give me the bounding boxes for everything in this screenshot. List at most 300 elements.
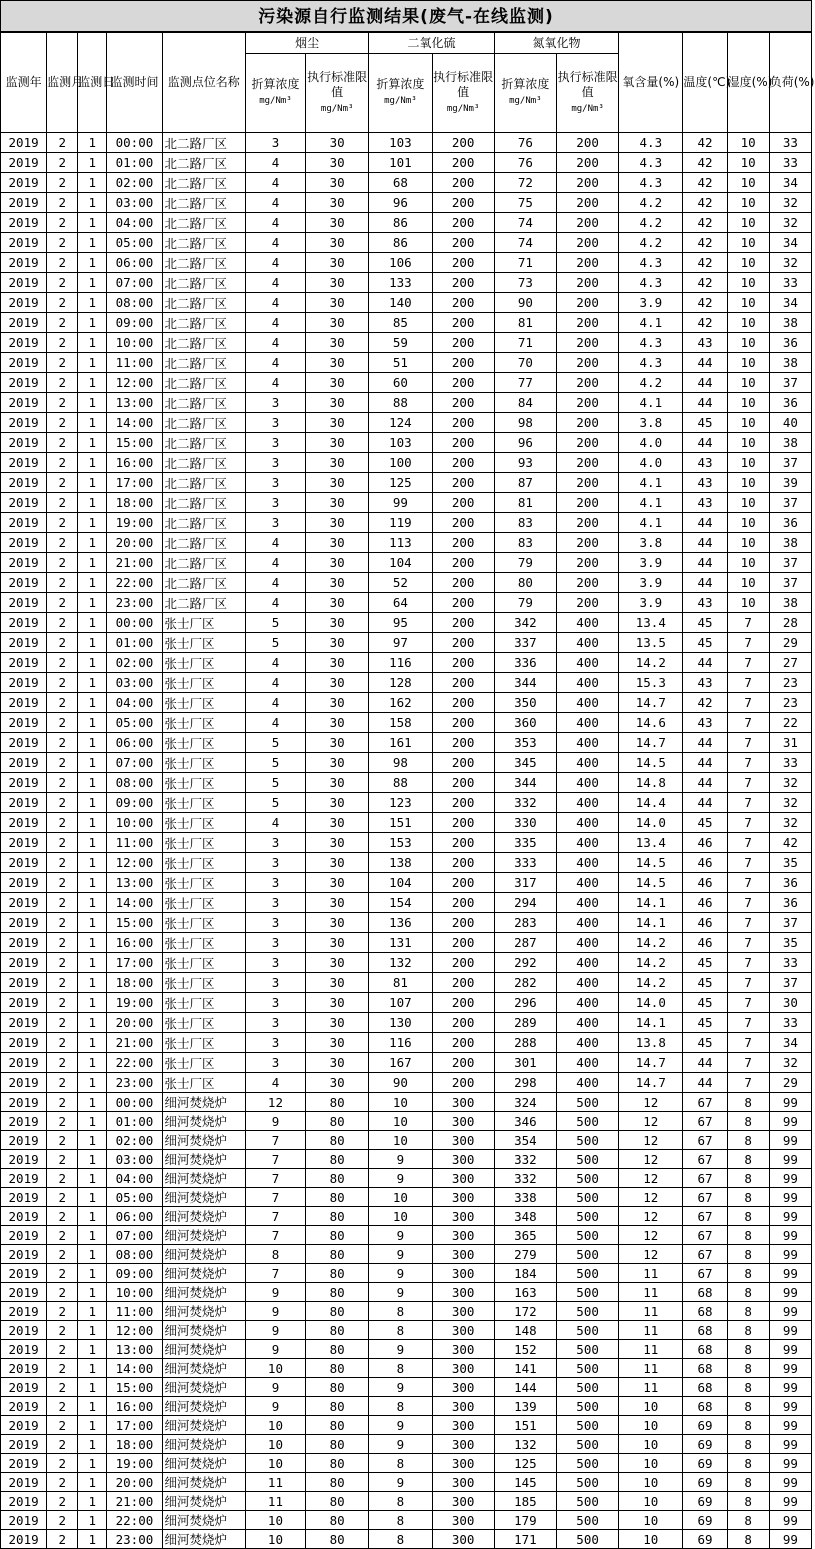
cell-location: 北二路厂区: [162, 353, 245, 373]
cell-so2-conc: 86: [369, 213, 432, 233]
cell-load: 99: [769, 1150, 811, 1169]
cell-dust-limit: 30: [306, 653, 369, 673]
cell-humidity: 10: [727, 573, 769, 593]
cell-location: 细河焚烧炉: [162, 1264, 245, 1283]
cell-temp: 45: [683, 1033, 727, 1053]
cell-location: 北二路厂区: [162, 253, 245, 273]
cell-dust-limit: 30: [306, 913, 369, 933]
cell-day: 1: [78, 273, 107, 293]
cell-day: 1: [78, 1053, 107, 1073]
cell-nox-conc: 301: [494, 1053, 556, 1073]
cell-day: 1: [78, 1416, 107, 1435]
cell-temp: 46: [683, 833, 727, 853]
cell-o2: 11: [619, 1283, 683, 1302]
cell-load: 37: [769, 573, 811, 593]
cell-location: 张士厂区: [162, 893, 245, 913]
cell-nox-limit: 400: [556, 973, 618, 993]
cell-temp: 67: [683, 1226, 727, 1245]
cell-so2-conc: 9: [369, 1416, 432, 1435]
cell-dust-conc: 10: [245, 1511, 305, 1530]
conc-label: 折算浓度: [251, 77, 300, 91]
cell-day: 1: [78, 653, 107, 673]
cell-load: 99: [769, 1435, 811, 1454]
cell-nox-limit: 400: [556, 1053, 618, 1073]
cell-day: 1: [78, 233, 107, 253]
table-row: [1, 993, 812, 1013]
cell-dust-conc: 4: [245, 813, 305, 833]
cell-location: 张士厂区: [162, 833, 245, 853]
cell-load: 33: [769, 953, 811, 973]
cell-month: 2: [47, 913, 78, 933]
cell-year: 2019: [1, 373, 47, 393]
cell-nox-limit: 200: [556, 453, 618, 473]
cell-nox-conc: 292: [494, 953, 556, 973]
cell-temp: 68: [683, 1283, 727, 1302]
cell-nox-limit: 200: [556, 213, 618, 233]
cell-o2: 11: [619, 1340, 683, 1359]
cell-location: 细河焚烧炉: [162, 1283, 245, 1302]
cell-location: 张士厂区: [162, 953, 245, 973]
cell-temp: 67: [683, 1150, 727, 1169]
cell-day: 1: [78, 513, 107, 533]
cell-dust-conc: 11: [245, 1492, 305, 1511]
cell-nox-conc: 344: [494, 773, 556, 793]
cell-humidity: 7: [727, 613, 769, 633]
cell-so2-limit: 200: [432, 413, 494, 433]
col-load-header: 负荷(%): [769, 33, 811, 133]
cell-dust-limit: 30: [306, 853, 369, 873]
cell-temp: 69: [683, 1416, 727, 1435]
cell-so2-conc: 10: [369, 1131, 432, 1150]
cell-time: 02:00: [107, 653, 162, 673]
table-row: [1, 353, 812, 373]
cell-year: 2019: [1, 1473, 47, 1492]
cell-so2-conc: 98: [369, 753, 432, 773]
cell-humidity: 10: [727, 193, 769, 213]
cell-temp: 45: [683, 413, 727, 433]
cell-o2: 14.5: [619, 753, 683, 773]
cell-so2-conc: 123: [369, 793, 432, 813]
cell-dust-conc: 4: [245, 293, 305, 313]
cell-humidity: 10: [727, 153, 769, 173]
cell-o2: 14.2: [619, 933, 683, 953]
cell-location: 张士厂区: [162, 1013, 245, 1033]
cell-day: 1: [78, 193, 107, 213]
table-row: [1, 173, 812, 193]
table-header: [1, 33, 815, 133]
cell-year: 2019: [1, 813, 47, 833]
cell-nox-limit: 400: [556, 873, 618, 893]
cell-o2: 3.9: [619, 293, 683, 313]
cell-so2-conc: 8: [369, 1359, 432, 1378]
cell-nox-limit: 200: [556, 493, 618, 513]
cell-load: 30: [769, 993, 811, 1013]
cell-nox-conc: 96: [494, 433, 556, 453]
cell-temp: 46: [683, 893, 727, 913]
cell-so2-limit: 200: [432, 393, 494, 413]
cell-dust-conc: 5: [245, 633, 305, 653]
cell-month: 2: [47, 1283, 78, 1302]
cell-time: 07:00: [107, 1226, 162, 1245]
cell-dust-conc: 12: [245, 1093, 305, 1112]
cell-day: 1: [78, 773, 107, 793]
cell-load: 99: [769, 1492, 811, 1511]
cell-month: 2: [47, 1397, 78, 1416]
cell-dust-limit: 80: [306, 1131, 369, 1150]
cell-dust-limit: 80: [306, 1188, 369, 1207]
cell-temp: 43: [683, 673, 727, 693]
cell-o2: 4.1: [619, 513, 683, 533]
cell-load: 42: [769, 833, 811, 853]
cell-so2-conc: 132: [369, 953, 432, 973]
cell-day: 1: [78, 1264, 107, 1283]
table-row: [1, 1207, 812, 1226]
cell-nox-limit: 200: [556, 393, 618, 413]
cell-year: 2019: [1, 453, 47, 473]
table-row: [1, 333, 812, 353]
cell-nox-limit: 400: [556, 713, 618, 733]
cell-so2-limit: 300: [432, 1302, 494, 1321]
cell-temp: 67: [683, 1112, 727, 1131]
cell-location: 张士厂区: [162, 1053, 245, 1073]
cell-year: 2019: [1, 1169, 47, 1188]
cell-year: 2019: [1, 793, 47, 813]
cell-nox-limit: 400: [556, 753, 618, 773]
table-row: [1, 1492, 812, 1511]
cell-location: 北二路厂区: [162, 313, 245, 333]
cell-so2-conc: 64: [369, 593, 432, 613]
cell-so2-limit: 300: [432, 1454, 494, 1473]
cell-dust-limit: 30: [306, 873, 369, 893]
cell-nox-limit: 400: [556, 653, 618, 673]
cell-location: 张士厂区: [162, 933, 245, 953]
cell-humidity: 8: [727, 1169, 769, 1188]
table-row: [1, 1188, 812, 1207]
cell-o2: 14.7: [619, 733, 683, 753]
cell-time: 01:00: [107, 633, 162, 653]
cell-so2-limit: 200: [432, 293, 494, 313]
cell-month: 2: [47, 333, 78, 353]
cell-time: 12:00: [107, 1321, 162, 1340]
cell-humidity: 8: [727, 1150, 769, 1169]
cell-dust-conc: 3: [245, 833, 305, 853]
cell-so2-conc: 97: [369, 633, 432, 653]
cell-time: 15:00: [107, 1378, 162, 1397]
col-nox-limit-header: [556, 54, 618, 133]
cell-location: 北二路厂区: [162, 233, 245, 253]
cell-o2: 10: [619, 1473, 683, 1492]
cell-dust-conc: 3: [245, 973, 305, 993]
cell-nox-limit: 500: [556, 1169, 618, 1188]
cell-o2: 12: [619, 1150, 683, 1169]
cell-dust-limit: 30: [306, 1013, 369, 1033]
cell-so2-conc: 131: [369, 933, 432, 953]
cell-load: 40: [769, 413, 811, 433]
cell-dust-limit: 30: [306, 473, 369, 493]
cell-dust-limit: 80: [306, 1321, 369, 1340]
cell-dust-conc: 7: [245, 1169, 305, 1188]
cell-load: 99: [769, 1169, 811, 1188]
cell-nox-limit: 500: [556, 1378, 618, 1397]
cell-o2: 14.1: [619, 893, 683, 913]
cell-so2-conc: 96: [369, 193, 432, 213]
cell-dust-limit: 30: [306, 993, 369, 1013]
cell-location: 细河焚烧炉: [162, 1169, 245, 1188]
cell-dust-limit: 30: [306, 153, 369, 173]
cell-day: 1: [78, 613, 107, 633]
cell-temp: 69: [683, 1530, 727, 1549]
cell-humidity: 7: [727, 973, 769, 993]
cell-day: 1: [78, 373, 107, 393]
cell-dust-conc: 9: [245, 1378, 305, 1397]
cell-location: 细河焚烧炉: [162, 1473, 245, 1492]
cell-temp: 67: [683, 1169, 727, 1188]
cell-so2-limit: 300: [432, 1283, 494, 1302]
cell-nox-limit: 200: [556, 573, 618, 593]
cell-time: 23:00: [107, 593, 162, 613]
table-row: [1, 633, 812, 653]
cell-o2: 14.7: [619, 693, 683, 713]
cell-dust-limit: 80: [306, 1226, 369, 1245]
cell-o2: 4.3: [619, 273, 683, 293]
cell-time: 15:00: [107, 913, 162, 933]
cell-day: 1: [78, 1378, 107, 1397]
cell-location: 细河焚烧炉: [162, 1530, 245, 1549]
cell-nox-limit: 200: [556, 473, 618, 493]
cell-dust-conc: 3: [245, 433, 305, 453]
cell-dust-limit: 80: [306, 1169, 369, 1188]
cell-so2-conc: 151: [369, 813, 432, 833]
cell-humidity: 7: [727, 993, 769, 1013]
cell-year: 2019: [1, 1359, 47, 1378]
cell-dust-limit: 80: [306, 1435, 369, 1454]
cell-dust-conc: 10: [245, 1454, 305, 1473]
cell-o2: 4.3: [619, 173, 683, 193]
cell-day: 1: [78, 1033, 107, 1053]
cell-month: 2: [47, 153, 78, 173]
table-row: [1, 673, 812, 693]
cell-temp: 67: [683, 1188, 727, 1207]
cell-so2-limit: 300: [432, 1416, 494, 1435]
table-row: [1, 1340, 812, 1359]
cell-time: 11:00: [107, 1302, 162, 1321]
cell-time: 08:00: [107, 1245, 162, 1264]
cell-dust-conc: 9: [245, 1397, 305, 1416]
table-row: [1, 213, 812, 233]
cell-so2-limit: 300: [432, 1264, 494, 1283]
cell-so2-limit: 200: [432, 673, 494, 693]
cell-day: 1: [78, 1013, 107, 1033]
cell-nox-limit: 400: [556, 733, 618, 753]
cell-temp: 69: [683, 1473, 727, 1492]
cell-load: 99: [769, 1397, 811, 1416]
cell-nox-conc: 76: [494, 133, 556, 153]
cell-humidity: 8: [727, 1359, 769, 1378]
cell-month: 2: [47, 1013, 78, 1033]
cell-o2: 4.3: [619, 353, 683, 373]
cell-temp: 45: [683, 813, 727, 833]
cell-dust-limit: 80: [306, 1454, 369, 1473]
cell-year: 2019: [1, 173, 47, 193]
cell-temp: 67: [683, 1093, 727, 1112]
cell-so2-limit: 200: [432, 1053, 494, 1073]
cell-nox-conc: 184: [494, 1264, 556, 1283]
cell-o2: 12: [619, 1112, 683, 1131]
cell-humidity: 8: [727, 1454, 769, 1473]
cell-dust-limit: 30: [306, 253, 369, 273]
cell-month: 2: [47, 993, 78, 1013]
cell-humidity: 7: [727, 813, 769, 833]
cell-humidity: 8: [727, 1302, 769, 1321]
table-row: [1, 1131, 812, 1150]
table-row: [1, 933, 812, 953]
cell-so2-limit: 200: [432, 453, 494, 473]
cell-temp: 68: [683, 1378, 727, 1397]
table-row: [1, 1416, 812, 1435]
cell-nox-limit: 400: [556, 993, 618, 1013]
cell-month: 2: [47, 973, 78, 993]
cell-nox-limit: 500: [556, 1340, 618, 1359]
cell-nox-limit: 500: [556, 1131, 618, 1150]
cell-so2-conc: 113: [369, 533, 432, 553]
table-row: [1, 553, 812, 573]
cell-o2: 12: [619, 1131, 683, 1150]
cell-month: 2: [47, 1340, 78, 1359]
cell-humidity: 10: [727, 393, 769, 413]
cell-so2-limit: 300: [432, 1321, 494, 1340]
cell-year: 2019: [1, 693, 47, 713]
cell-dust-conc: 4: [245, 253, 305, 273]
cell-location: 张士厂区: [162, 673, 245, 693]
cell-time: 23:00: [107, 1073, 162, 1093]
cell-so2-limit: 300: [432, 1245, 494, 1264]
cell-month: 2: [47, 1321, 78, 1340]
cell-location: 张士厂区: [162, 1033, 245, 1053]
cell-location: 北二路厂区: [162, 333, 245, 353]
cell-dust-conc: 3: [245, 493, 305, 513]
cell-nox-limit: 500: [556, 1150, 618, 1169]
cell-nox-conc: 75: [494, 193, 556, 213]
cell-load: 29: [769, 633, 811, 653]
cell-location: 张士厂区: [162, 633, 245, 653]
cell-so2-conc: 100: [369, 453, 432, 473]
cell-location: 北二路厂区: [162, 273, 245, 293]
cell-time: 16:00: [107, 1397, 162, 1416]
cell-dust-limit: 30: [306, 273, 369, 293]
cell-nox-limit: 400: [556, 693, 618, 713]
cell-temp: 44: [683, 653, 727, 673]
cell-dust-limit: 30: [306, 633, 369, 653]
cell-so2-limit: 200: [432, 933, 494, 953]
cell-time: 03:00: [107, 673, 162, 693]
cell-year: 2019: [1, 333, 47, 353]
cell-nox-conc: 83: [494, 533, 556, 553]
cell-month: 2: [47, 1033, 78, 1053]
cell-humidity: 10: [727, 173, 769, 193]
cell-o2: 12: [619, 1207, 683, 1226]
cell-location: 细河焚烧炉: [162, 1340, 245, 1359]
cell-location: 张士厂区: [162, 1073, 245, 1093]
cell-o2: 14.7: [619, 1073, 683, 1093]
cell-dust-conc: 11: [245, 1473, 305, 1492]
cell-dust-conc: 8: [245, 1245, 305, 1264]
cell-o2: 11: [619, 1321, 683, 1340]
cell-dust-limit: 80: [306, 1112, 369, 1131]
cell-temp: 45: [683, 973, 727, 993]
cell-nox-conc: 185: [494, 1492, 556, 1511]
cell-time: 02:00: [107, 173, 162, 193]
cell-o2: 12: [619, 1245, 683, 1264]
cell-so2-limit: 300: [432, 1397, 494, 1416]
cell-location: 张士厂区: [162, 813, 245, 833]
cell-temp: 67: [683, 1207, 727, 1226]
cell-nox-limit: 400: [556, 933, 618, 953]
cell-so2-conc: 8: [369, 1397, 432, 1416]
cell-month: 2: [47, 773, 78, 793]
cell-so2-conc: 8: [369, 1530, 432, 1549]
cell-o2: 4.1: [619, 313, 683, 333]
cell-time: 11:00: [107, 353, 162, 373]
cell-load: 99: [769, 1188, 811, 1207]
cell-load: 38: [769, 533, 811, 553]
cell-year: 2019: [1, 893, 47, 913]
cell-nox-limit: 500: [556, 1112, 618, 1131]
cell-temp: 68: [683, 1397, 727, 1416]
cell-time: 16:00: [107, 453, 162, 473]
cell-humidity: 10: [727, 493, 769, 513]
cell-nox-limit: 400: [556, 673, 618, 693]
table-row: [1, 953, 812, 973]
cell-humidity: 10: [727, 313, 769, 333]
cell-dust-limit: 30: [306, 713, 369, 733]
cell-time: 19:00: [107, 993, 162, 1013]
cell-nox-conc: 84: [494, 393, 556, 413]
cell-location: 细河焚烧炉: [162, 1112, 245, 1131]
table-row: [1, 893, 812, 913]
cell-time: 14:00: [107, 893, 162, 913]
table-row: [1, 1473, 812, 1492]
table-row: [1, 1397, 812, 1416]
cell-humidity: 7: [727, 753, 769, 773]
cell-year: 2019: [1, 1033, 47, 1053]
cell-nox-limit: 200: [556, 253, 618, 273]
cell-humidity: 10: [727, 533, 769, 553]
cell-nox-conc: 76: [494, 153, 556, 173]
cell-humidity: 8: [727, 1530, 769, 1549]
cell-dust-limit: 80: [306, 1492, 369, 1511]
cell-location: 北二路厂区: [162, 493, 245, 513]
cell-month: 2: [47, 793, 78, 813]
cell-time: 12:00: [107, 373, 162, 393]
cell-month: 2: [47, 253, 78, 273]
cell-nox-conc: 79: [494, 553, 556, 573]
cell-dust-limit: 80: [306, 1511, 369, 1530]
cell-year: 2019: [1, 913, 47, 933]
cell-load: 32: [769, 1053, 811, 1073]
cell-month: 2: [47, 733, 78, 753]
cell-load: 37: [769, 553, 811, 573]
cell-location: 北二路厂区: [162, 393, 245, 413]
table-row: [1, 1226, 812, 1245]
cell-nox-limit: 500: [556, 1093, 618, 1112]
cell-dust-conc: 7: [245, 1131, 305, 1150]
cell-so2-limit: 200: [432, 1073, 494, 1093]
cell-dust-conc: 3: [245, 913, 305, 933]
cell-year: 2019: [1, 1131, 47, 1150]
cell-time: 10:00: [107, 1283, 162, 1302]
cell-dust-limit: 30: [306, 293, 369, 313]
cell-day: 1: [78, 1530, 107, 1549]
